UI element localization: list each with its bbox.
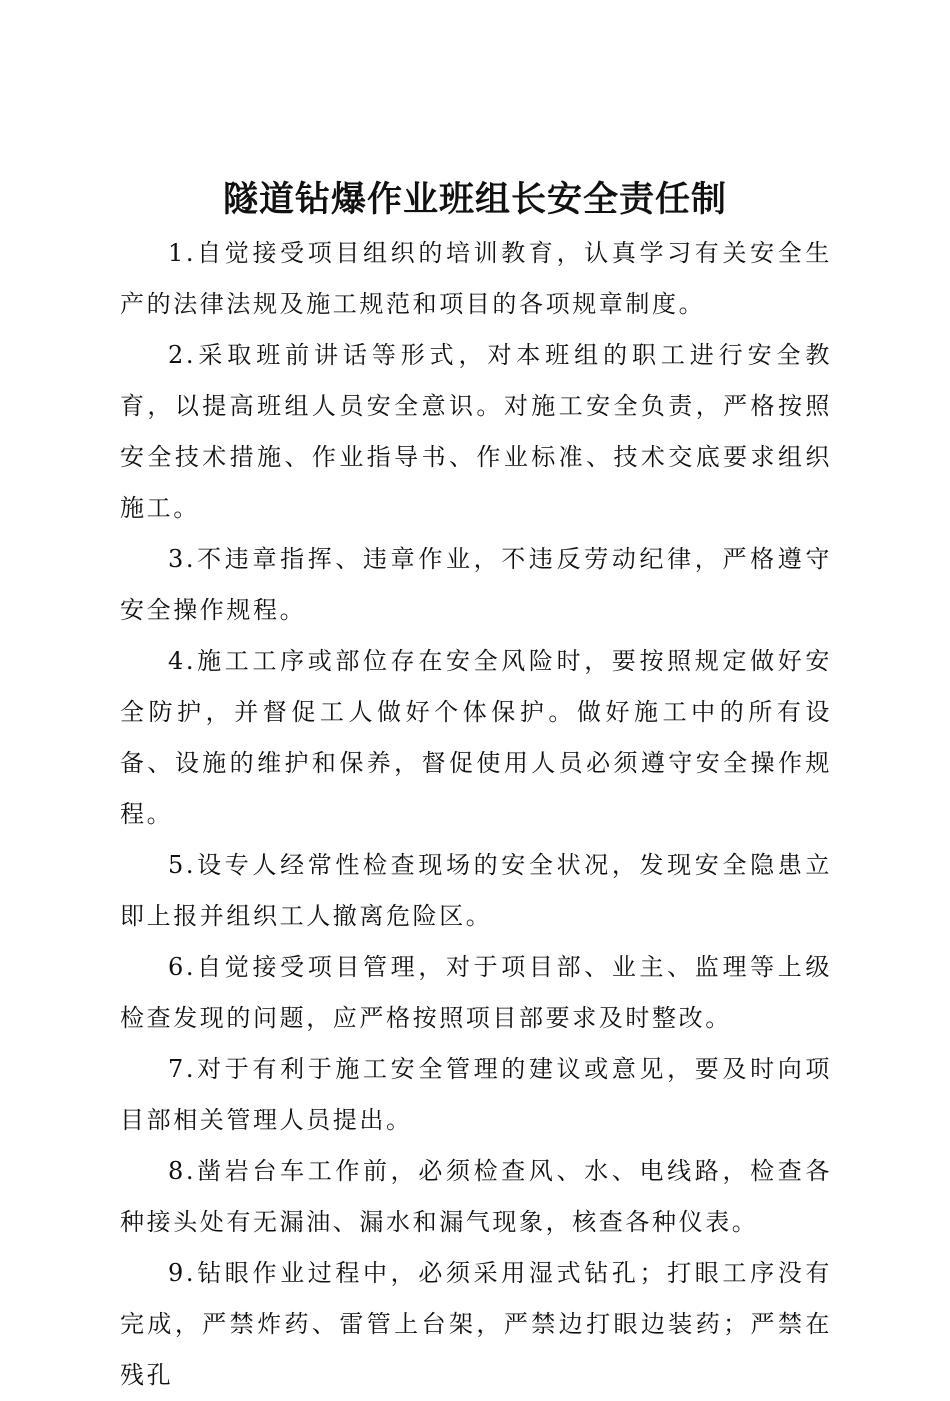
document-body — [120, 228, 832, 1401]
paragraph-5: 5.设专人经常性检查现场的安全状况，发现安全隐患立即上报并组织工人撤离危险区。 — [120, 851, 832, 930]
paragraph-9: 9.钻眼作业过程中，必须采用湿式钻孔；打眼工序没有完成，严禁炸药、雷管上台架，严禁边打眼边装药；严禁在残孔 — [120, 1259, 832, 1389]
paragraph-8: 8.凿岩台车工作前，必须检查风、水、电线路，检查各种接头处有无漏油、漏水和漏气现象，核查各种仪表。 — [120, 1157, 832, 1236]
paragraph-6: 6.自觉接受项目管理，对于项目部、业主、监理等上级检查发现的问题，应严格按照项目部要求及时整改。 — [120, 953, 832, 1032]
document-title: 隧道钻爆作业班组长安全责任制 — [222, 180, 727, 220]
paragraph-3: 3.不违章指挥、违章作业，不违反劳动纪律，严格遵守安全操作规程。 — [120, 545, 832, 624]
paragraph-1: 1.自觉接受项目组织的培训教育，认真学习有关安全生产的法律法规及施工规范和项目的各项规章制度。 — [120, 239, 832, 318]
paragraph-7: 7.对于有利于施工安全管理的建议或意见，要及时向项目部相关管理人员提出。 — [120, 1055, 832, 1134]
paragraph-2: 2.采取班前讲话等形式，对本班组的职工进行安全教育，以提高班组人员安全意识。对施工安全负责，严格按照安全技术措施、作业指导书、作业标准、技术交底要求组织施工。 — [120, 341, 832, 522]
paragraph-4: 4.施工工序或部位存在安全风险时，要按照规定做好安全防护，并督促工人做好个体保护。做好施工中的所有设备、设施的维护和保养，督促使用人员必须遵守安全操作规程。 — [120, 647, 832, 828]
